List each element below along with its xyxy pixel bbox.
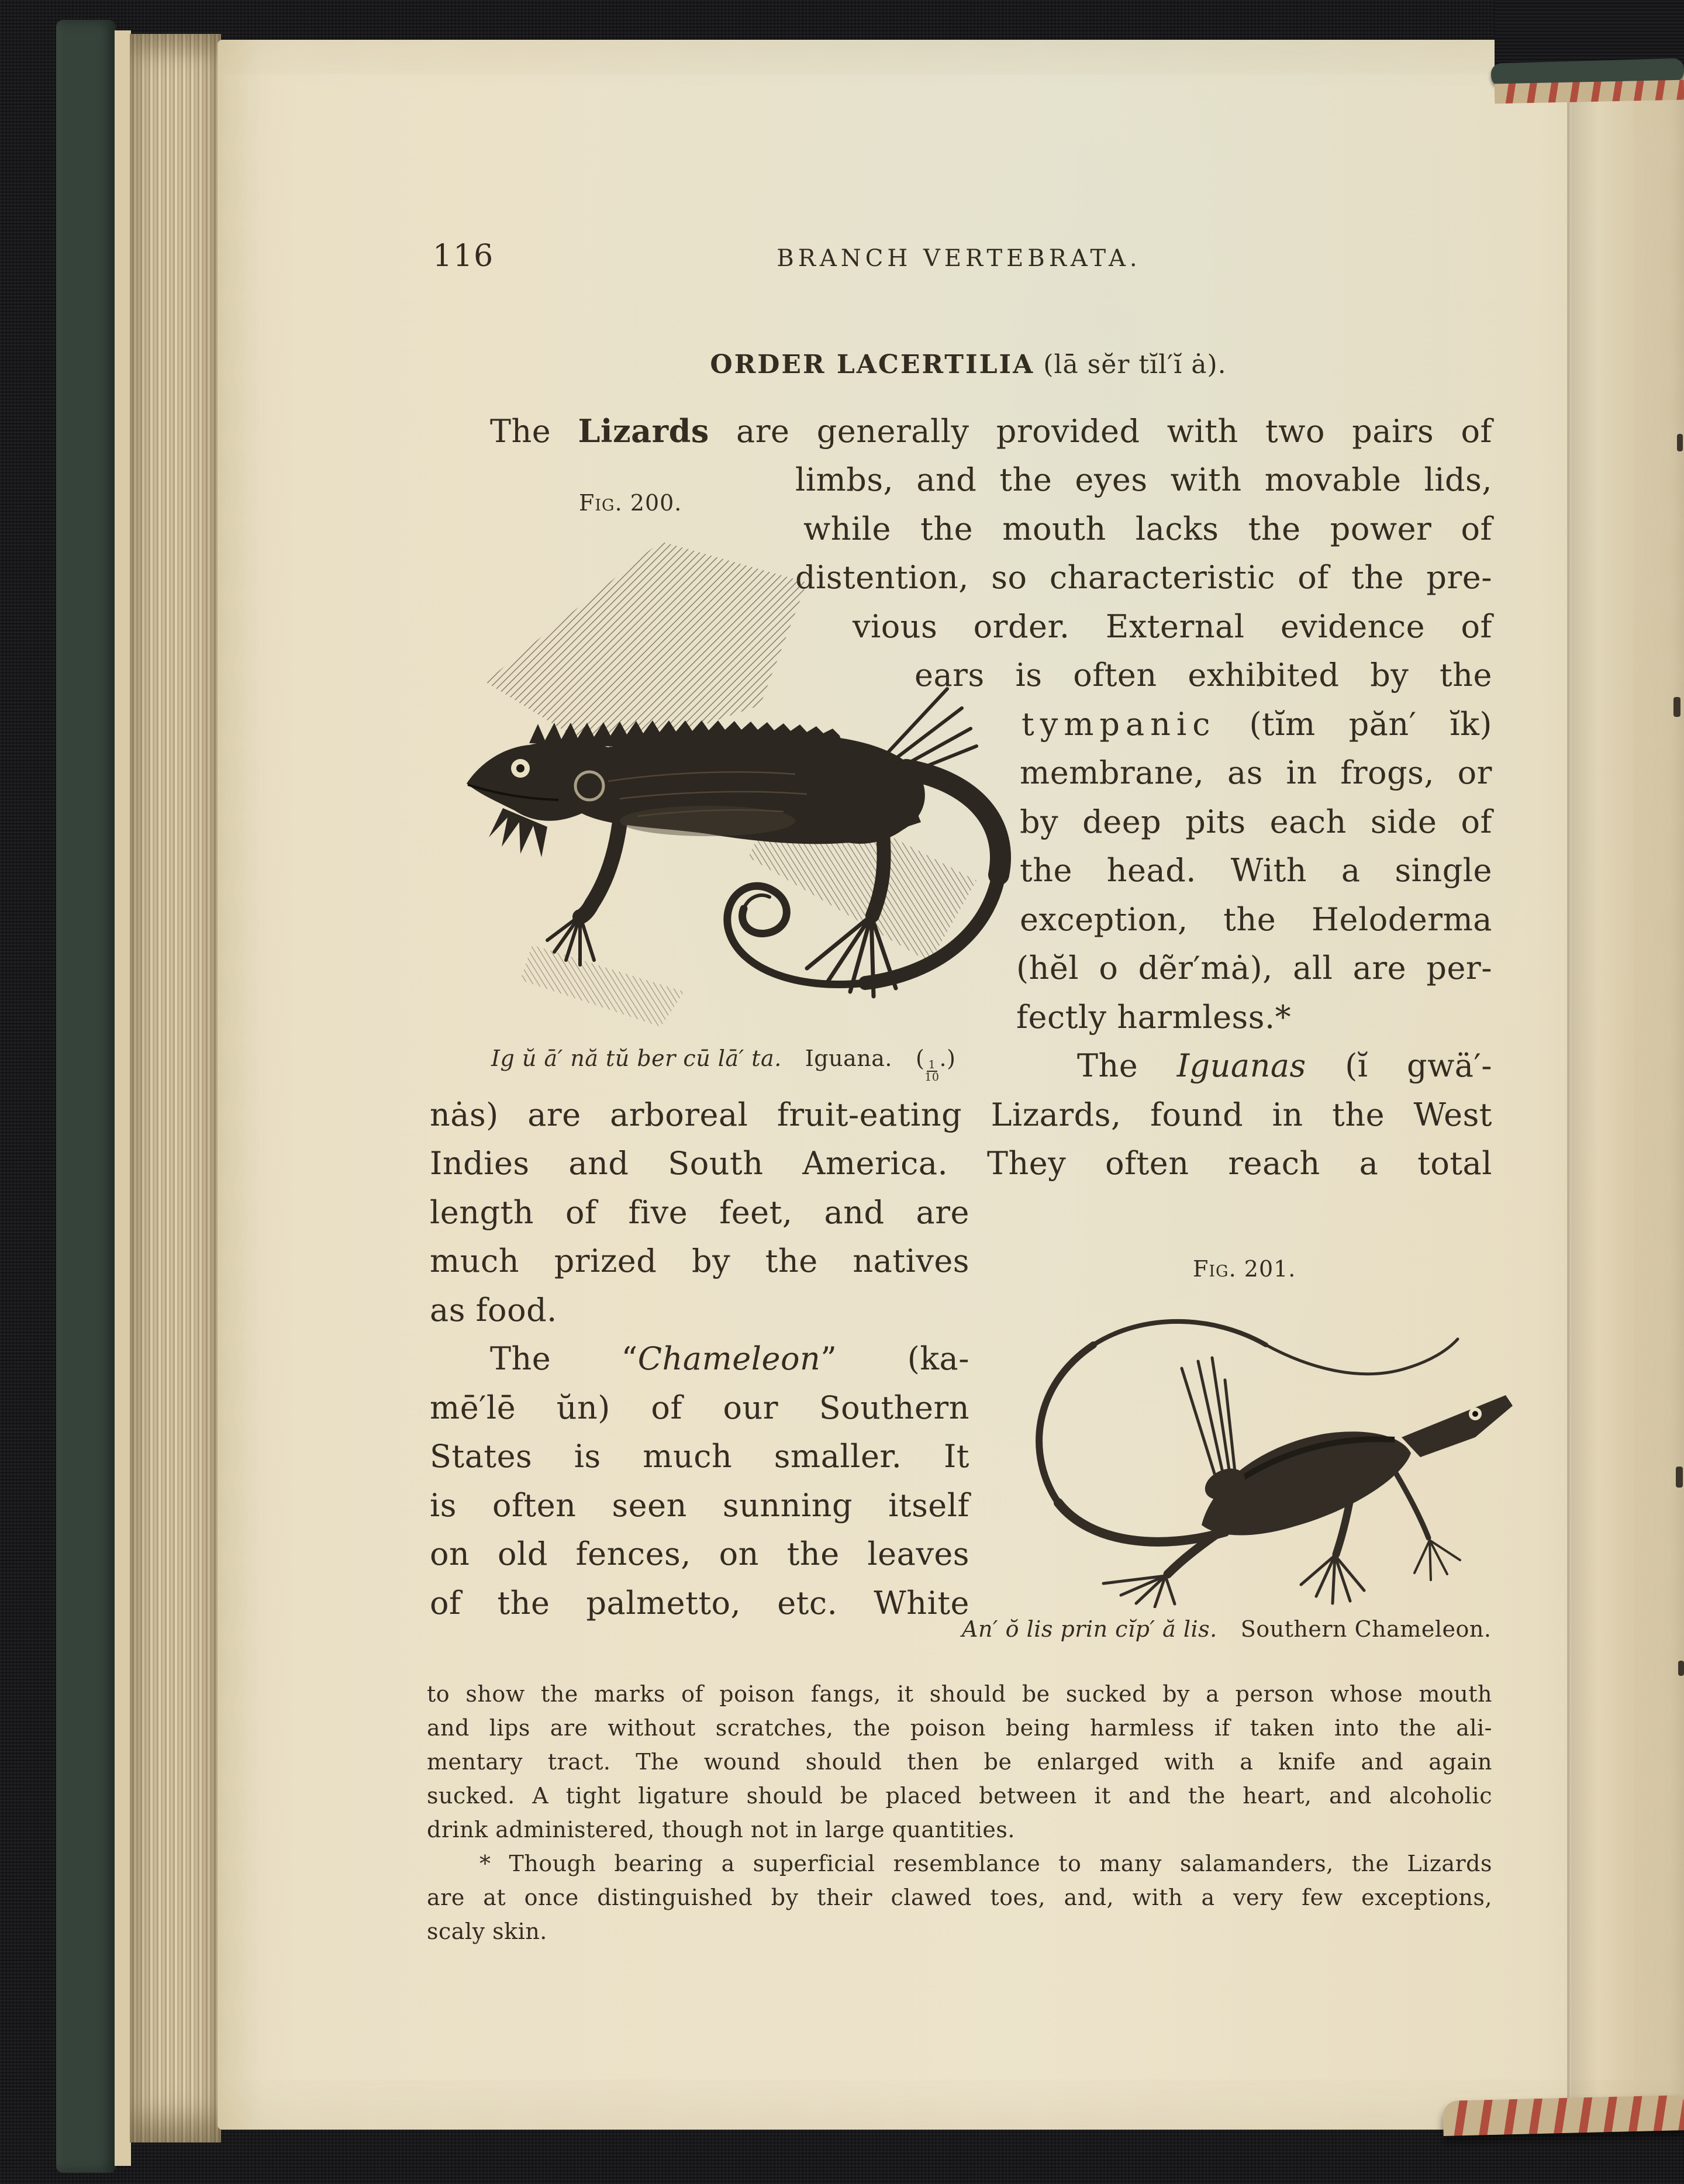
page-edges-stack (130, 34, 221, 2142)
body-line-8: membrane, as in frogs, or (1020, 754, 1492, 791)
fig201-chameleon-engraving (950, 1281, 1535, 1608)
body-line-23: is often seen sunning itself (430, 1487, 969, 1524)
body-line-7-spaced: tympanic (1022, 706, 1216, 743)
body-line-20 (490, 1341, 969, 1376)
body-line-16: Indies and South America. They often reach a total (430, 1145, 1492, 1182)
body-line-3: while the mouth lacks the power of (803, 510, 1492, 547)
fig201-caption-common: Southern Chameleon. (1240, 1616, 1492, 1642)
running-head: BRANCH VERTEBRATA. (777, 245, 1141, 272)
fig201-caption (962, 1616, 1492, 1642)
body-line-20-pre: The “ (490, 1340, 638, 1377)
body-line-20-post: ” (ka- (820, 1340, 969, 1377)
body-line-1 (490, 414, 1492, 448)
fig201-label-num: 201. (1244, 1256, 1296, 1282)
next-page-text-fragment (1673, 697, 1680, 717)
fig200-label-num: 200. (630, 490, 682, 516)
fig200-caption (491, 1047, 955, 1083)
headband-stripes-top (1495, 80, 1684, 104)
footnote-line-8: scaly skin. (427, 1919, 547, 1944)
footnote-line-7: are at once distinguished by their clawed toes, and, with a very few exceptions, (427, 1885, 1492, 1910)
fig201-caption-latin: An′ ŏ lis prin cĭp′ ă lis. (962, 1616, 1217, 1642)
body-line-12: (hĕl o dẽr′mȧ), all are per- (1016, 950, 1492, 986)
fig200-scale: ( $\frac{1}{10}$ .) (915, 1046, 956, 1084)
footnote-line-4: sucked. A tight ligature should be placed between it and the heart, and alcoholic (427, 1783, 1492, 1809)
fig201-label-fig: Fig. (1193, 1256, 1237, 1282)
body-line-19: as food. (430, 1292, 557, 1329)
top-right-binding-corner (1495, 0, 1684, 103)
body-line-15: nȧs) are arboreal fruit-eating Lizards, found in the West (430, 1096, 1492, 1133)
body-line-17: length of five feet, and are (430, 1194, 969, 1231)
body-line-24: on old fences, on the leaves (430, 1536, 969, 1572)
fig201-label (1193, 1257, 1296, 1282)
body-line-21: mē′lē ŭn) of our Southern (430, 1389, 969, 1426)
body-line-7-pron: (tĭm păn′ ĭk) (1216, 706, 1492, 743)
body-line-14 (1077, 1048, 1492, 1083)
book-page (218, 40, 1684, 2130)
body-line-9: by deep pits each side of (1020, 803, 1492, 840)
endpaper-edge (115, 30, 131, 2166)
body-line-1-post: are generally provided with two pairs of (709, 413, 1493, 450)
body-line-13: fectly harmless.* (1016, 999, 1292, 1036)
book-cover-edge (56, 20, 116, 2173)
footnote-line-2: and lips are without scratches, the poison being harmless if taken into the ali- (427, 1715, 1492, 1741)
section-heading (710, 351, 1226, 379)
body-line-4: distention, so characteristic of the pre- (795, 559, 1492, 596)
fig200-caption-latin: Ig ŭ ā′ nă tŭ ber cū lā′ ta. (491, 1046, 782, 1071)
fig200-iguana-engraving (433, 506, 1017, 1044)
body-line-2: limbs, and the eyes with movable lids, (795, 461, 1492, 498)
body-line-11: exception, the Heloderma (1020, 901, 1492, 938)
footnote-line-6: * Though bearing a superficial resemblance to many salamanders, the Lizards (479, 1851, 1492, 1876)
body-line-7 (1022, 707, 1492, 741)
headband-stripes-bottom (1443, 2095, 1684, 2136)
next-page-text-fragment (1676, 1467, 1683, 1488)
gutter-shading (1568, 40, 1684, 2130)
fig200-label-fig: Fig. (579, 490, 623, 516)
fig200-caption-common: Iguana. (805, 1046, 892, 1071)
next-page-text-fragment (1677, 434, 1683, 451)
body-line-18: much prized by the natives (430, 1243, 969, 1279)
body-line-22: States is much smaller. It (430, 1438, 969, 1475)
footnote-line-5: drink administered, though not in large quantities. (427, 1817, 1016, 1843)
fig201-body (1202, 1395, 1513, 1536)
body-line-1-pre: The (490, 413, 578, 450)
footnote-line-3: mentary tract. The wound should then be enlarged with a knife and again (427, 1749, 1492, 1775)
body-line-14-post: (ĭ gwä′- (1306, 1047, 1492, 1084)
body-line-5: vious order. External evidence of (853, 608, 1492, 645)
gutter-crease (1567, 40, 1571, 2130)
section-heading-pron: (lā sĕr tĭl′ĭ ȧ). (1034, 350, 1227, 379)
body-line-14-italic: Iguanas (1176, 1047, 1306, 1084)
body-line-25: of the palmetto, etc. White (430, 1585, 969, 1621)
body-line-1-bold: Lizards (578, 412, 709, 450)
page-number: 116 (433, 239, 495, 274)
body-line-20-italic: Chameleon (637, 1340, 821, 1377)
next-page-text-fragment (1678, 1661, 1684, 1676)
body-line-6: ears is often exhibited by the (915, 657, 1492, 694)
body-line-14-pre: The (1077, 1047, 1177, 1084)
section-heading-title: ORDER LACERTILIA (710, 350, 1035, 379)
footnote-line-1: to show the marks of poison fangs, it should be sucked by a person whose mouth (427, 1681, 1492, 1707)
body-line-10: the head. With a single (1020, 852, 1492, 889)
